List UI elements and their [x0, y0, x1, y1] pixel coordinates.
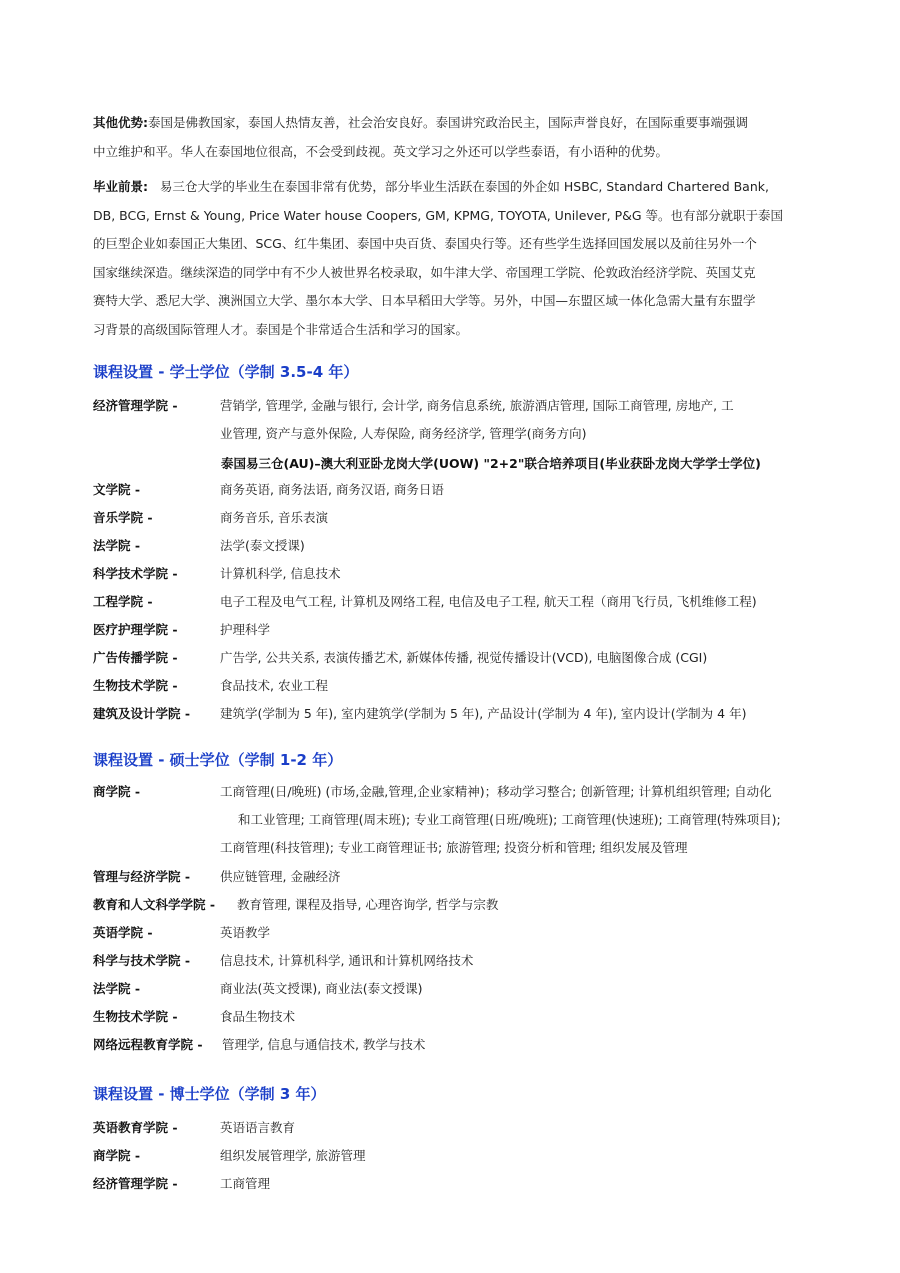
school-name: 生物技术学院 - [93, 678, 178, 693]
other-advantages-line: 中立维护和平。华人在泰国地位很高，不会受到歧视。英文学习之外还可以学些泰语，有小语种的优势。 [93, 144, 669, 159]
joint-program-note: 泰国易三仓(AU)–澳大利亚卧龙岗大学(UOW) "2+2"联合培养项目(毕业获卧龙岗大学学士学位) [221, 456, 761, 471]
program-list: 护理科学 [220, 622, 271, 637]
program-list: 工商管理 [220, 1176, 271, 1191]
program-row [93, 947, 853, 975]
other-advantages-paragraph [93, 108, 828, 166]
program-list: 管理学, 信息与通信技术, 教学与技术 [222, 1037, 426, 1052]
program-row [93, 616, 853, 644]
program-list: 英语语言教育 [220, 1120, 296, 1135]
school-name: 经济管理学院 - [93, 398, 178, 413]
program-row [93, 532, 853, 560]
program-list: 商业法(英文授课), 商业法(泰文授课) [220, 981, 423, 996]
program-row [93, 778, 853, 862]
program-list: 工商管理(日/晚班) (市场,金融,管理,企业家精神)；移动学习整合; 创新管理; 计算机组织管理; 自动化 和工业管理; 工商管理(周末班); 专业工商管理(日班/晚班); 工商管理(快速班); 工商管理(特殊项目); 工商管理(科技管理); 专业工商管理证书; 旅游管理; 投资分析和管理; 组织发展及管理 [220, 784, 781, 855]
program-list: 广告学, 公共关系, 表演传播艺术, 新媒体传播, 视觉传播设计(VCD), 电脑图像合成 (CGI) [220, 650, 708, 665]
program-row [93, 588, 853, 616]
program-list: 商务英语, 商务法语, 商务汉语, 商务日语 [220, 482, 444, 497]
program-list: 信息技术, 计算机科学, 通讯和计算机网络技术 [220, 953, 474, 968]
master-programs [93, 778, 853, 862]
program-row [93, 672, 853, 700]
career-line: 赛特大学、悉尼大学、澳洲国立大学、墨尔本大学、日本早稻田大学等。另外，中国—东盟区域一体化急需大量有东盟学 [93, 293, 756, 308]
school-name: 法学院 - [93, 538, 141, 553]
school-name: 教育和人文科学学院 - [93, 897, 216, 912]
program-list: 组织发展管理学, 旅游管理 [220, 1148, 366, 1163]
program-row [93, 644, 853, 672]
doctoral-heading: 课程设置 - 博士学位（学制 3 年） [93, 1085, 326, 1103]
school-name: 建筑及设计学院 - [93, 706, 191, 721]
school-name: 广告传播学院 - [93, 650, 178, 665]
program-list: 教育管理, 课程及指导, 心理咨询学, 哲学与宗教 [237, 897, 499, 912]
program-list: 供应链管理, 金融经济 [220, 869, 341, 884]
school-name: 医疗护理学院 - [93, 622, 178, 637]
bachelor-heading: 课程设置 - 学士学位（学制 3.5-4 年） [93, 363, 359, 381]
school-name: 法学院 - [93, 981, 141, 996]
program-row [93, 504, 853, 532]
program-row [93, 919, 853, 947]
program-row [93, 1170, 853, 1198]
school-name: 商学院 - [93, 1148, 141, 1163]
program-list: 英语教学 [220, 925, 271, 940]
career-line: 习背景的高级国际管理人才。泰国是个非常适合生活和学习的国家。 [93, 321, 469, 337]
school-name: 科学与技术学院 - [93, 953, 191, 968]
program-row [93, 1114, 853, 1142]
program-list: 电子工程及电气工程, 计算机及网络工程, 电信及电子工程, 航天工程（商用飞行员, 飞机维修工程) [220, 594, 757, 609]
career-line: 国家继续深造。继续深造的同学中有不少人被世界名校录取，如牛津大学、帝国理工学院、伦敦政治经济学院、英国艾克 [93, 264, 756, 280]
program-list: 商务音乐, 音乐表演 [220, 510, 328, 525]
program-row [93, 863, 853, 891]
school-name: 商学院 - [93, 784, 141, 799]
program-row [93, 1031, 853, 1059]
doctoral-school-rows [93, 1114, 853, 1198]
bachelor-programs [93, 392, 853, 448]
school-name: 管理与经济学院 - [93, 869, 191, 884]
school-name: 科学技术学院 - [93, 566, 178, 581]
program-row [93, 975, 853, 1003]
school-name: 文学院 - [93, 482, 141, 497]
program-row [93, 700, 853, 728]
program-row [93, 891, 853, 919]
other-advantages-label: 其他优势: [93, 115, 148, 130]
career-line: 的巨型企业如泰国正大集团、SCG、红牛集团、泰国中央百货、泰国央行等。还有些学生选择回国发展以及前往另外一个 [93, 236, 757, 251]
career-prospects-paragraph [93, 173, 828, 344]
school-name: 网络远程教育学院 - [93, 1037, 203, 1052]
program-list: 法学(泰文授课) [220, 538, 305, 553]
program-row [93, 476, 853, 504]
program-list: 食品技术, 农业工程 [220, 678, 328, 693]
school-name: 英语教育学院 - [93, 1120, 178, 1135]
program-row [93, 1003, 853, 1031]
program-list: 食品生物技术 [220, 1009, 296, 1024]
school-name: 英语学院 - [93, 925, 153, 940]
career-line: DB, BCG, Ernst & Young, Price Water house Coopers, GM, KPMG, TOYOTA, Unilever, P&G 等。也有部分就职于泰国 [93, 207, 784, 223]
other-advantages-line: 其他优势:泰国是佛教国家，泰国人热情友善，社会治安良好。泰国讲究政治民主，国际声誉良好，在国际重要事端强调 [93, 115, 749, 130]
master-heading: 课程设置 - 硕士学位（学制 1-2 年） [93, 751, 343, 769]
school-name: 生物技术学院 - [93, 1009, 178, 1024]
program-list: 计算机科学, 信息技术 [220, 566, 341, 581]
program-row [93, 1142, 853, 1170]
career-label: 毕业前景: [93, 179, 148, 194]
school-name: 音乐学院 - [93, 510, 153, 525]
program-row [93, 392, 853, 448]
program-list: 营销学, 管理学, 金融与银行, 会计学, 商务信息系统, 旅游酒店管理, 国际工商管理, 房地产, 工 业管理, 资产与意外保险, 人寿保险, 商务经济学, 管理学(商务方向) [220, 398, 734, 441]
program-list: 建筑学(学制为 5 年), 室内建筑学(学制为 5 年), 产品设计(学制为 4 年), 室内设计(学制为 4 年) [220, 706, 747, 721]
school-name: 工程学院 - [93, 594, 153, 609]
school-name: 经济管理学院 - [93, 1176, 178, 1191]
master-school-rows [93, 863, 853, 1059]
career-line: 毕业前景: 易三仓大学的毕业生在泰国非常有优势，部分毕业生活跃在泰国的外企如 HSBC, Standard Chartered Bank, [93, 179, 769, 194]
bachelor-school-rows [93, 476, 853, 728]
program-row [93, 560, 853, 588]
